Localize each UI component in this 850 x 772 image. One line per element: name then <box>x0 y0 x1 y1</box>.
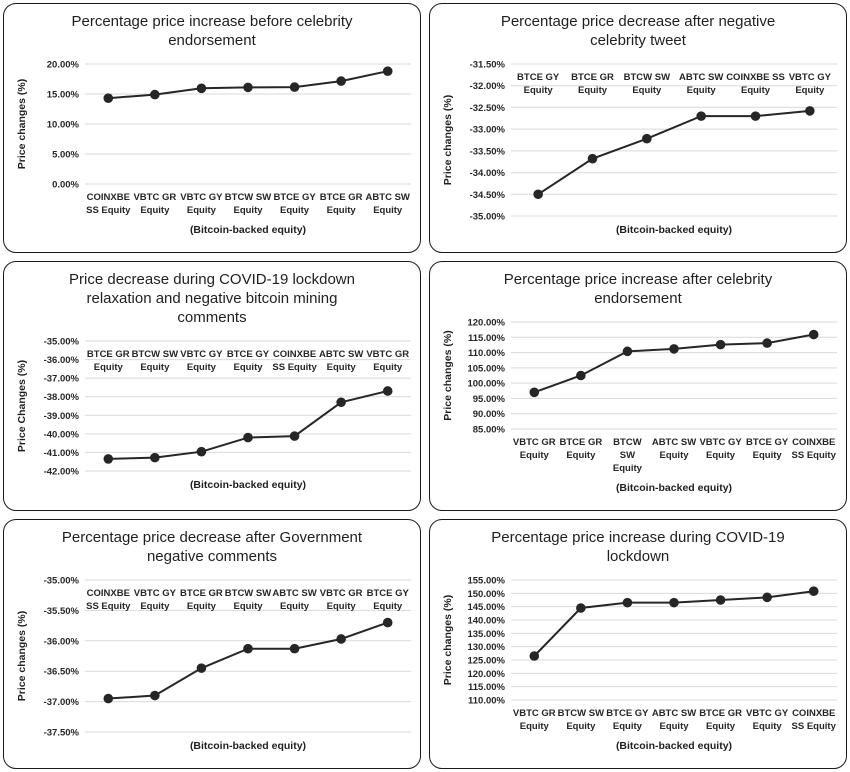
y-tick-labels <box>44 336 80 477</box>
chart-title-line: Percentage price increase before celebrity <box>71 13 353 30</box>
svg-text:Equity: Equity <box>280 600 310 612</box>
y-axis-title <box>442 95 454 185</box>
svg-text:-37.50%: -37.50% <box>43 727 79 739</box>
y-axis-title <box>442 330 454 420</box>
svg-text:Equity: Equity <box>280 204 310 216</box>
svg-text:-34.00%: -34.00% <box>469 167 505 179</box>
svg-text:Equity: Equity <box>523 84 553 96</box>
svg-text:15.00%: 15.00% <box>46 89 79 101</box>
svg-text:-33.00%: -33.00% <box>469 124 505 136</box>
svg-text:BTCW SW: BTCW SW <box>557 707 605 719</box>
svg-text:BTCW SW: BTCW SW <box>623 71 671 83</box>
data-point <box>623 598 632 607</box>
x-axis-title <box>616 740 732 752</box>
data-point <box>530 651 539 660</box>
data-point <box>197 664 206 673</box>
svg-text:95.00%: 95.00% <box>472 393 505 405</box>
svg-text:(Bitcoin-backed equity): (Bitcoin-backed equity) <box>189 478 307 491</box>
svg-text:SS Equity: SS Equity <box>86 600 131 612</box>
svg-text:(Bitcoin-backed equity): (Bitcoin-backed equity) <box>189 739 307 752</box>
series-line <box>108 622 387 698</box>
category-labels <box>517 72 832 96</box>
data-point <box>716 340 725 349</box>
svg-text:BTCE GR: BTCE GR <box>559 436 603 448</box>
svg-text:Equity: Equity <box>326 204 356 216</box>
data-point <box>763 593 772 602</box>
svg-text:Equity: Equity <box>93 361 123 373</box>
svg-text:10.00%: 10.00% <box>46 119 79 131</box>
svg-text:VBTC GY: VBTC GY <box>133 587 176 599</box>
svg-text:120.00%: 120.00% <box>467 668 505 680</box>
line-chart-decrease-after-government-comments <box>7 568 417 756</box>
svg-text:-35.50%: -35.50% <box>43 605 79 617</box>
data-series <box>104 67 392 103</box>
svg-text:-35.00%: -35.00% <box>43 336 79 348</box>
data-point <box>670 598 679 607</box>
svg-text:Equity: Equity <box>752 720 782 732</box>
data-point <box>577 371 586 380</box>
svg-text:VBTC GY: VBTC GY <box>699 436 742 448</box>
category-labels <box>87 349 409 373</box>
svg-text:COINXBE: COINXBE <box>792 436 836 448</box>
y-axis-title <box>442 595 454 685</box>
svg-text:Equity: Equity <box>577 84 608 96</box>
data-point <box>337 77 346 86</box>
line-chart-increase-before-endorsement <box>7 52 417 240</box>
svg-text:VBTC GY: VBTC GY <box>180 348 223 360</box>
svg-text:Equity: Equity <box>233 600 263 612</box>
data-point <box>197 84 206 93</box>
chart-panel-decrease-after-government-comments <box>3 519 421 769</box>
category-labels <box>86 192 410 216</box>
chart-panel-decrease-lockdown-relaxation <box>3 261 421 511</box>
data-point <box>104 454 113 463</box>
chart-title-line: relaxation and negative bitcoin mining <box>86 289 338 307</box>
chart-title-line: Percentage price decrease after Government <box>61 529 363 546</box>
chart-title-line: negative comments <box>146 547 278 565</box>
svg-text:SW: SW <box>619 449 636 461</box>
gridlines <box>511 322 837 429</box>
data-point <box>337 398 346 407</box>
data-point <box>290 83 299 92</box>
y-axis-title <box>16 611 28 701</box>
data-point <box>383 618 392 627</box>
svg-text:-35.00%: -35.00% <box>469 211 505 223</box>
svg-text:-36.00%: -36.00% <box>43 636 79 648</box>
svg-text:Equity: Equity <box>233 204 263 216</box>
data-point <box>244 83 253 92</box>
svg-text:ABTC SW: ABTC SW <box>651 707 697 719</box>
svg-text:BTCW SW: BTCW SW <box>224 587 272 599</box>
category-labels <box>513 708 837 732</box>
svg-text:Equity: Equity <box>612 462 642 474</box>
svg-text:Equity: Equity <box>740 84 771 96</box>
chart-title-line: endorsement <box>168 31 256 49</box>
svg-text:Equity: Equity <box>632 84 662 96</box>
x-axis-title <box>190 224 306 236</box>
svg-text:Equity: Equity <box>140 600 170 612</box>
svg-text:Equity: Equity <box>326 600 356 612</box>
data-point <box>623 347 632 356</box>
chart-panel-increase-during-lockdown <box>429 519 847 769</box>
svg-text:ABTC SW: ABTC SW <box>679 71 724 83</box>
svg-text:Equity: Equity <box>706 720 736 732</box>
data-point <box>577 603 586 612</box>
data-point <box>643 134 652 143</box>
svg-text:140.00%: 140.00% <box>467 615 505 627</box>
svg-text:BTCE GY: BTCE GY <box>226 348 270 360</box>
svg-text:-36.50%: -36.50% <box>43 666 79 678</box>
svg-text:BTCE GR: BTCE GR <box>319 191 363 203</box>
line-chart-decrease-after-negative-tweet <box>433 52 843 240</box>
chart-title-line: Percentage price decrease after negative <box>500 13 776 30</box>
y-axis-title <box>16 360 28 452</box>
data-point <box>383 386 392 395</box>
svg-text:Equity: Equity <box>752 449 782 461</box>
chart-panel-decrease-after-negative-tweet <box>429 3 847 253</box>
svg-text:-37.00%: -37.00% <box>43 373 79 385</box>
svg-text:-39.00%: -39.00% <box>43 410 79 422</box>
data-point <box>588 154 597 163</box>
svg-text:(Bitcoin-backed equity): (Bitcoin-backed equity) <box>615 739 733 752</box>
svg-text:Equity: Equity <box>186 361 216 373</box>
svg-text:155.00%: 155.00% <box>467 575 505 587</box>
data-point <box>809 330 818 339</box>
svg-text:Equity: Equity <box>140 361 170 373</box>
data-point <box>670 344 679 353</box>
svg-text:Equity: Equity <box>186 600 216 612</box>
svg-text:Equity: Equity <box>186 204 216 216</box>
svg-text:-33.50%: -33.50% <box>469 146 505 158</box>
svg-text:VBTC GR: VBTC GR <box>133 191 177 203</box>
svg-text:SS Equity: SS Equity <box>86 204 131 216</box>
line-chart-increase-during-lockdown <box>433 568 843 756</box>
svg-text:110.00%: 110.00% <box>468 695 505 707</box>
svg-text:Price changes (%): Price changes (%) <box>442 94 454 186</box>
chart-title-line: Percentage price increase during COVID-19 <box>491 529 785 546</box>
svg-text:BTCE GR: BTCE GR <box>86 348 130 360</box>
data-point <box>290 644 299 653</box>
svg-text:VBTC GR: VBTC GR <box>366 348 410 360</box>
data-series <box>534 106 814 198</box>
svg-text:SS Equity: SS Equity <box>272 361 317 373</box>
svg-text:Equity: Equity <box>140 204 170 216</box>
svg-text:SS Equity: SS Equity <box>791 449 836 461</box>
data-point <box>763 339 772 348</box>
svg-text:BTCE GY: BTCE GY <box>606 707 649 719</box>
data-point <box>383 67 392 76</box>
svg-text:Price changes (%): Price changes (%) <box>442 594 454 686</box>
svg-text:BTCW SW: BTCW SW <box>224 191 272 203</box>
svg-text:-34.50%: -34.50% <box>469 189 505 201</box>
svg-text:-31.50%: -31.50% <box>469 59 505 71</box>
svg-text:VBTC GR: VBTC GR <box>512 436 556 448</box>
data-point <box>716 595 725 604</box>
chart-title-line: comments <box>177 308 247 326</box>
svg-text:85.00%: 85.00% <box>472 424 505 436</box>
svg-text:VBTC GY: VBTC GY <box>180 191 223 203</box>
data-series <box>530 330 818 396</box>
svg-text:Equity: Equity <box>795 84 825 96</box>
chart-title <box>69 271 355 328</box>
svg-text:Equity: Equity <box>706 449 736 461</box>
svg-text:BTCW: BTCW <box>613 436 642 448</box>
svg-text:COINXBE: COINXBE <box>272 348 317 360</box>
svg-text:Equity: Equity <box>659 720 689 732</box>
svg-text:0.00%: 0.00% <box>52 179 79 191</box>
chart-title <box>501 13 775 51</box>
data-point <box>534 190 543 199</box>
chart-panel-increase-after-endorsement <box>429 261 847 511</box>
data-point <box>151 453 160 462</box>
svg-text:(Bitcoin-backed equity): (Bitcoin-backed equity) <box>189 223 307 236</box>
svg-text:Equity: Equity <box>686 84 716 96</box>
chart-title <box>72 13 353 51</box>
svg-text:Equity: Equity <box>566 720 596 732</box>
svg-text:COINXBE: COINXBE <box>86 191 130 203</box>
svg-text:COINXBE: COINXBE <box>792 707 836 719</box>
svg-text:-32.50%: -32.50% <box>469 102 505 114</box>
data-point <box>151 90 160 99</box>
x-axis-title <box>616 224 732 236</box>
data-series <box>104 618 392 703</box>
data-point <box>104 694 113 703</box>
category-labels <box>86 588 409 612</box>
svg-text:ABTC SW: ABTC SW <box>365 191 410 203</box>
data-point <box>244 644 253 653</box>
chart-title-line: Price decrease during COVID-19 lockdown <box>69 271 355 288</box>
series-line <box>538 111 810 194</box>
data-series <box>104 386 392 463</box>
svg-text:VBTC GY: VBTC GY <box>788 71 831 83</box>
data-point <box>697 112 706 121</box>
svg-text:(Bitcoin-backed equity): (Bitcoin-backed equity) <box>615 481 733 494</box>
chart-title-line: endorsement <box>594 289 682 307</box>
svg-text:-36.00%: -36.00% <box>43 354 79 366</box>
svg-text:Price changes (%): Price changes (%) <box>16 610 28 702</box>
svg-text:-35.00%: -35.00% <box>43 575 79 587</box>
svg-text:VBTC GR: VBTC GR <box>512 707 556 719</box>
svg-text:Equity: Equity <box>373 361 403 373</box>
line-chart-decrease-lockdown-relaxation <box>7 329 417 495</box>
data-point <box>809 587 818 596</box>
svg-text:105.00%: 105.00% <box>467 363 505 375</box>
svg-text:BTCE GY: BTCE GY <box>517 71 560 83</box>
svg-text:Equity: Equity <box>519 720 549 732</box>
data-point <box>197 447 206 456</box>
svg-text:SS Equity: SS Equity <box>791 720 836 732</box>
svg-text:VBTC GR: VBTC GR <box>319 587 363 599</box>
y-tick-labels <box>467 575 505 706</box>
svg-text:Equity: Equity <box>326 361 356 373</box>
svg-text:ABTC SW: ABTC SW <box>272 587 317 599</box>
gridlines <box>85 64 411 184</box>
chart-title <box>491 529 784 567</box>
svg-text:-37.00%: -37.00% <box>43 696 79 708</box>
svg-text:COINXBE: COINXBE <box>86 587 130 599</box>
svg-text:115.00%: 115.00% <box>468 681 505 693</box>
svg-text:BTCE GR: BTCE GR <box>571 71 614 83</box>
svg-text:-42.00%: -42.00% <box>43 466 79 478</box>
svg-text:-41.00%: -41.00% <box>43 447 79 459</box>
svg-text:135.00%: 135.00% <box>467 628 505 640</box>
svg-text:BTCE GR: BTCE GR <box>699 707 742 719</box>
y-axis-title <box>16 79 28 169</box>
data-point <box>337 634 346 643</box>
svg-text:-32.00%: -32.00% <box>469 80 505 92</box>
svg-text:VBTC GY: VBTC GY <box>746 707 789 719</box>
y-tick-labels <box>44 575 80 738</box>
svg-text:Equity: Equity <box>659 449 689 461</box>
x-axis-title <box>190 740 306 752</box>
x-axis-title <box>190 479 306 491</box>
svg-text:100.00%: 100.00% <box>467 378 505 390</box>
svg-text:110.00%: 110.00% <box>468 347 505 359</box>
line-chart-increase-after-endorsement <box>433 310 843 498</box>
chart-title <box>504 271 772 309</box>
svg-text:Equity: Equity <box>233 361 263 373</box>
svg-text:20.00%: 20.00% <box>46 59 79 71</box>
svg-text:ABTC SW: ABTC SW <box>318 348 364 360</box>
svg-text:BTCE GY: BTCE GY <box>746 436 789 448</box>
chart-panel-increase-before-endorsement <box>3 3 421 253</box>
svg-text:Equity: Equity <box>373 204 403 216</box>
svg-text:ABTC SW: ABTC SW <box>651 436 697 448</box>
svg-text:Equity: Equity <box>519 449 549 461</box>
data-point <box>530 388 539 397</box>
data-point <box>290 431 299 440</box>
svg-text:Equity: Equity <box>612 720 642 732</box>
data-series <box>530 587 818 660</box>
svg-text:(Bitcoin-backed equity): (Bitcoin-backed equity) <box>615 223 733 236</box>
svg-text:5.00%: 5.00% <box>52 149 79 161</box>
y-tick-labels <box>467 317 505 435</box>
svg-text:-38.00%: -38.00% <box>43 391 79 403</box>
svg-text:BTCW SW: BTCW SW <box>131 348 179 360</box>
chart-title-line: celebrity tweet <box>590 31 686 49</box>
svg-text:COINXBE SS: COINXBE SS <box>726 71 785 83</box>
data-point <box>151 691 160 700</box>
svg-text:145.00%: 145.00% <box>467 601 505 613</box>
y-tick-labels <box>47 59 80 190</box>
category-labels <box>513 437 837 474</box>
x-axis-title <box>616 482 732 494</box>
svg-text:125.00%: 125.00% <box>467 655 505 667</box>
chart-title-line: Percentage price increase after celebrity <box>503 271 773 288</box>
svg-text:BTCE GY: BTCE GY <box>366 587 409 599</box>
data-point <box>751 112 760 121</box>
svg-text:90.00%: 90.00% <box>472 408 505 420</box>
data-point <box>244 433 253 442</box>
svg-text:130.00%: 130.00% <box>467 641 505 653</box>
gridlines <box>511 64 837 216</box>
svg-text:120.00%: 120.00% <box>467 317 505 329</box>
svg-text:BTCE GR: BTCE GR <box>180 587 223 599</box>
data-point <box>104 94 113 103</box>
chart-title-line: lockdown <box>606 547 670 565</box>
svg-text:Equity: Equity <box>566 449 596 461</box>
y-tick-labels <box>470 59 506 222</box>
svg-text:150.00%: 150.00% <box>467 588 505 600</box>
svg-text:-40.00%: -40.00% <box>43 429 79 441</box>
chart-title <box>62 529 362 567</box>
svg-text:Equity: Equity <box>373 600 403 612</box>
svg-text:BTCE GY: BTCE GY <box>273 191 316 203</box>
svg-text:115.00%: 115.00% <box>468 332 505 344</box>
gridlines <box>85 341 411 471</box>
data-point <box>806 106 815 115</box>
svg-text:Price changes (%): Price changes (%) <box>16 78 28 170</box>
svg-text:Price changes (%): Price changes (%) <box>442 330 454 421</box>
svg-text:Price Changes (%): Price Changes (%) <box>16 359 28 452</box>
